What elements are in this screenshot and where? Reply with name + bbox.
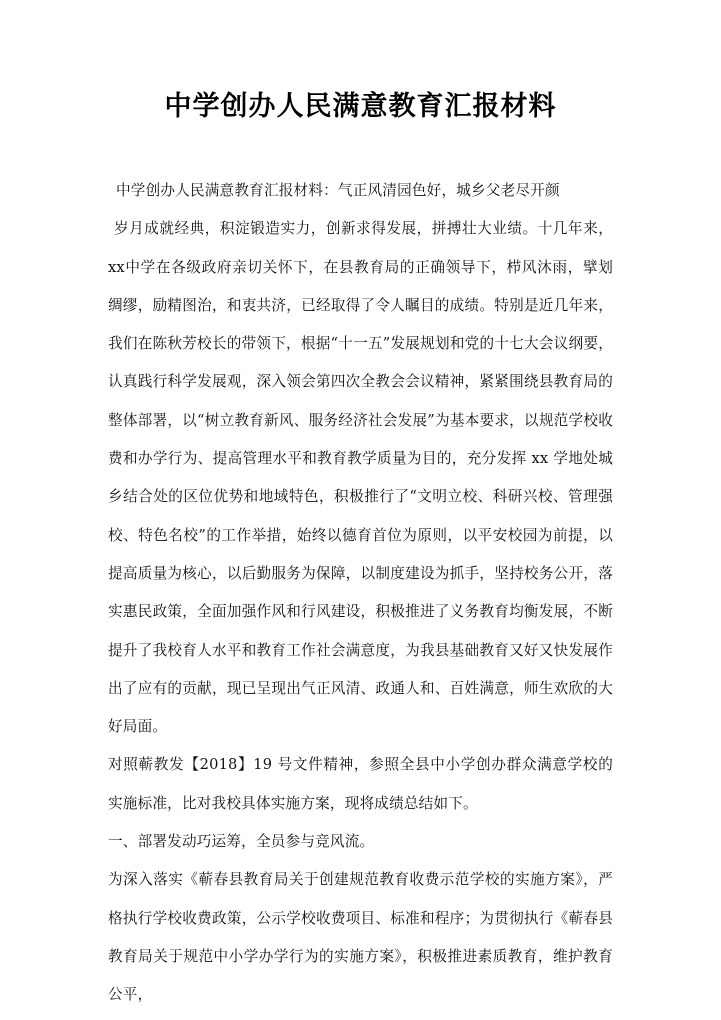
section-body-paragraph: 为深入落实《蕲春县教育局关于创建规范教育收费示范学校的实施方案》，严格执行学校收费政策，公示学校收费项目、标准和程序；为贯彻执行《蕲春县教育局关于规范中小学办学行为的实施方案》，积极推进素质教育，维护教育公平， — [108, 871, 613, 1004]
reference-paragraph: 对照蕲教发【2018】19 号文件精神，参照全县中小学创办群众满意学校的实施标准，比对我校具体实施方案，现将成绩总结如下。 — [108, 756, 613, 812]
section-heading: 一、部署发动巧运筹，全员参与竞风流。 — [108, 833, 375, 851]
document-title: 中学创办人民满意教育汇报材料 — [164, 91, 557, 122]
intro-paragraph: 岁月成就经典，积淀锻造实力，创新求得发展，拼搏壮大业绩。十几年来，xx中学在各级政府亲切关怀下，在县教育局的正确领导下，栉风沐雨，擘划绸缪，励精图治，和衷共济，已经取得了令人瞩目的成绩。特别是近几年来，我们在陈秋芳校长的带领下，根据“十一五”发展规划和党的十七大会议纲要，认真践行科学发展观，深入领会第四次全教会会议精神，紧紧围绕县教育局的整体部署，以“树立教育新风、服务经济社会发展”为基本要求，以规范学校收费和办学行为、提高管理水平和教育教学质量为目的，充分发挥 xx 学地处城乡结合处的区位优势和地域特色，积极推行了“文明立校、科研兴校、管理强校、特色名校”的工作举措，始终以德育首位为原则，以平安校园为前提，以提高质量为核心，以后勤服务为保障，以制度建设为抓手，坚持校务公开，落实惠民政策，全面加强作风和行风建设，积极推进了义务教育均衡发展，不断提升了我校育人水平和教育工作社会满意度，为我县基础教育又好又快发展作出了应有的贡献，现已呈现出气正风清、政通人和、百姓满意，师生欢欣的大好局面。 — [108, 220, 613, 736]
subtitle-paragraph: 中学创办人民满意教育汇报材料：气正风清园色好，城乡父老尽开颜 — [116, 182, 560, 199]
document-body — [108, 172, 613, 1015]
